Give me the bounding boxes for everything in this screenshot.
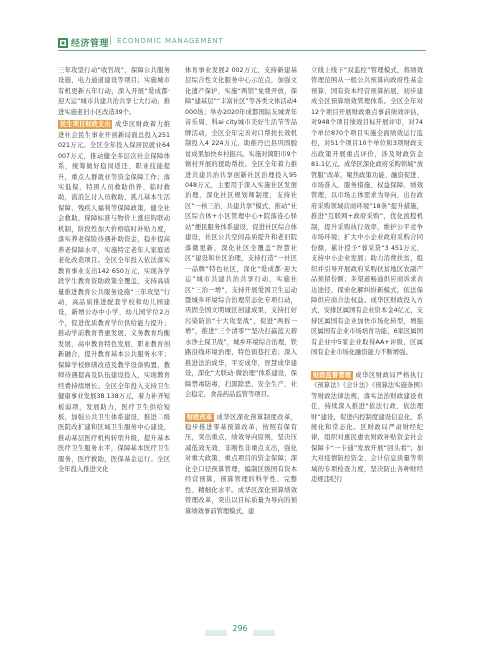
paragraph-text: 成华区深化预算制度改革，稳步推进零基预算改革，按照有保有压，突出重点，绩效导向原则，坚决压减低效无效、非刚性非重点支出，强化对重大政策、重点项目的资金保障；深化全口径预算管理，编制区级国有资本经营预算，预算管理的科学性、完整性、精细化水平。成华区深化预算绩效管理改革，突出以目标质量为导向的预算绩效事前管理模式，建 (185, 413, 297, 515)
section-tag: 民生项目财政支出 (60, 121, 111, 129)
section-tag: 财政监督管理 (313, 371, 351, 379)
page-number: 296 (230, 624, 250, 633)
text-column-3 (311, 66, 423, 486)
section-subtitle: ECONOMIC MANAGEMENT (117, 37, 224, 45)
header-separator: | (109, 36, 113, 46)
paragraph (58, 120, 170, 475)
paragraph-text: 成华区财政着力推进社会民生事业开创新局面总投入251 021万元。全区全年投入保居民就业64 007万元，推动健全多层次社会保障体系，统筹做好稳岗返还、职业技能提升，重点人群就业等资金保障工作；落实低保，特困人员救助供养、临时救助，流浪乞讨人员救助、孤儿基本生活保障、残疾人福利等保障政策，健全社会救助，保障标准与物价上涨挂钩联动机制，阶段性加大价格临时补贴力度，落实养老保险待遇补助资金，稳步提高养老保障水平，实施特定老年人家庭适老化改造项目。全区全年投入依法落实教育事业支出142 650万元，实现各学段学生教育资助政策全覆盖，支持高质量推进教育公共服务设施“三年攻坚”行动，高品质推进配套学校和幼儿园建设，新增公办中小学、幼儿园学位2万个，促进优质教育学位供给能力提升；推动学前教育普惠发展、义务教育均衡发展、高中教育特色发展、职业教育创新融合，提升教育基本公共服务水平；保障学校修缮改造及教学设备购置，教师待遇提高及队伍建设投入，实现教育经费持续增长。全区全年投入支持卫生健康事业发展38 138万元，着力补齐短板弱项，发展助力，医疗卫生供给短板，加强公共卫生体系建设，推进二级医院改扩建和区域卫生服务中心建设，推动基层医疗机构转型升级，提升基本医疗卫生服务水平，保障基本医疗卫生服务，医疗救助，医保基金运行。全区全年投入推进文化 (58, 121, 170, 474)
paragraph (311, 371, 423, 486)
header-rule (58, 50, 426, 51)
section-title: 经济管理 (71, 39, 110, 49)
text-column-1 (58, 66, 170, 476)
text-column-2 (185, 66, 297, 517)
paragraph: 体育事业发展2 002万元，支持新建基层综合性文化服务中心示范点，加强文化遗产保护，实施“两馆”免费开放，保障“建基层”“丰富社区”等各类文体活动4 000场；举办2020年成都国际友城青年音乐周、科ai city城市美好生活节等品牌活动，全区全年完善对口帮扶长效机制投入4 224万元，助推丹巴县巩固脱贫成果加快乡村振兴。实施对简阳市9个镇村开展的援助帮扶。全区全年着力推进共建共治共享创新社区治理投入95 048万元，主要用于深入实施社区发展治理，深化社区规划师制度，支持社区“一核三治、共建共享”模式，推动“社区综合体+小区管理中心+院落连心驿站”便民服务体系建设，促进社区综合体建设，社区公共空间品质提升和老旧院落微更新，深化社区全覆盖“智慧社区”建设和社区治理，支持打造“一社区一品牌”特色社区，深化“爱成都·迎大运”城市共建共治共享行动，实施社区“三治一增”，支持开展爱国卫生运动暨城乡环境综合治理常态化专项行动，巩固全国文明城区创建成果，支持打好污染防治“十大攻坚战”，促进“两拆一增”，推进“三个清零”“坚决打赢蓝天碧水净土保卫战”，城乡环境综合治理，铁路沿线环境治理，特色街巷打造；深入推进法治成华，平安成华，智慧成华建设，深化“大联动·微治理”体系建设，保障禁毒防毒，扫黑除恶，安全生产，社会稳定，食品药品监管等项目。 (185, 67, 297, 399)
page-header (0, 0, 480, 50)
paragraph: 立线上线下“双监控”管理模式，将绩效管理范围从一般公共预算向政府性基金预算、国有资本经营预算拓展，初步建成全区预算绩效管理体系。全区全年对12个项目开展财政重点事前绩效评估，对948个项目绩效目标开展评审，对74个单位870个项目实施全面绩效运行监控，对51个项目10个单位和3项财政支出政策开展重点评价，涉及财政资金81.1亿元。成华区深化政府采购领域“放管服”改革，聚焦政策功能、融资促进、市场准入、服务措施、权益保障、绩效管理，以市场主体需求为导向，出台政府采购领域营商环境“18条”提升措施，推进“互联网+政府采购”，优化流程机制，提升采购执行效率，维护公平竞争市场环境；扩大中小企业政府采购合同份额，累计授予“蓉采贷”3 451万元，支持中小企业发展；助力消费扶贫，组织并引导开展政府采购扶贫地区农副产品预留份额；多渠道畅通供应商诉求表达途径，探索化解纠纷新模式，依法保障供应商合法权益。成华区财政投入方式，安排区属国有企业资本金4亿元，支持区属国有企业加快市场化转型，增强区属国有企业市场培育功能，6家区属国有企业中5家企业取得AA+评级，区属国有企业市场化融资能力不断增强。 (311, 67, 423, 357)
section-tag: 财政改革 (187, 413, 213, 421)
paragraph: 三年攻坚行动“收官战”，保障公共服务设施、电力通道建设等项目；实施城市有机更新五年行动，深入开展“爱成都·迎大运”城市共建共治共享七大行动，推进实施老旧小区改造39个。 (58, 67, 170, 116)
journal-logo-icon (58, 38, 68, 48)
paragraph-text: 成华区财政局严格执行《预算法》《会计法》《预算法实施条例》等财政法律法规，落实法治财政建设责任，持续深入推进“依法行政、依法理财”建设，促进内控制度建设信息化、系统化和常态化。区财政局严肃财经纪律，组织对惠民惠农财政补贴资金社会保障卡“一卡通”发放开展“回头看”；加大对疫情防控资金、会计信息质量等领域的专项检查力度，坚决防止各种财经违规违纪行 (311, 371, 423, 484)
paragraph (185, 413, 297, 518)
